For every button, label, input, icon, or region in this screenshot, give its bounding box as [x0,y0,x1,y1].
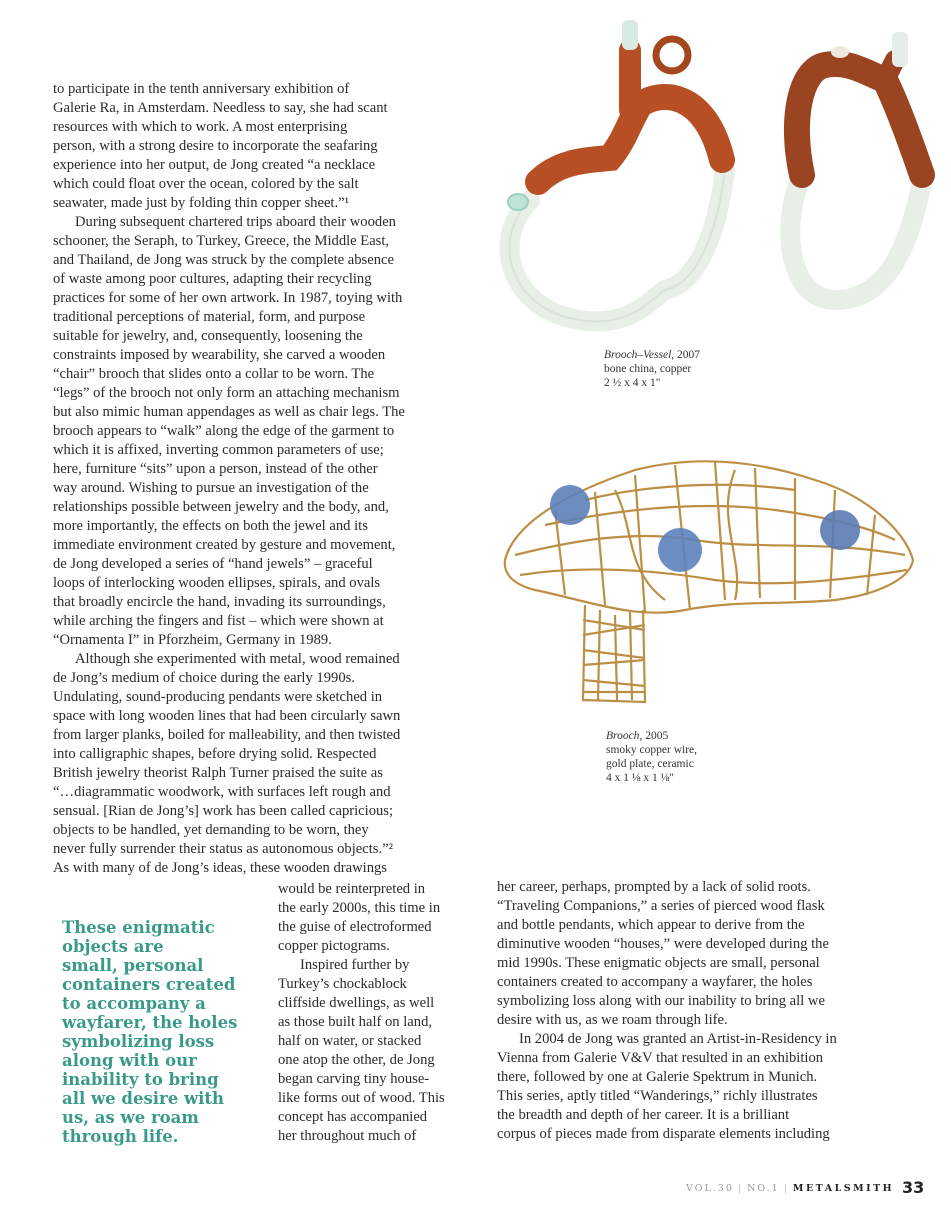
brooch-vessel-photo [490,10,945,340]
text-line: Vienna from Galerie V&V that resulted in an exhibition [497,1050,824,1066]
text-line: to participate in the tenth anniversary exhibition of [53,81,350,97]
pull-quote-line: all we desire with [62,1089,225,1108]
text-line: Inspired further by [300,957,410,973]
pull-quote [62,918,262,1146]
text-line: but also mimic human appendages as well as chair legs. The [53,404,405,420]
text-line: traditional perceptions of material, form, and purpose [53,309,366,325]
text-line: practices for some of her own artwork. In 1987, toying with [53,290,403,306]
text-line: one atop the other, de Jong [278,1052,435,1068]
text-line: from larger planks, boiled for malleability, and then twisted [53,727,401,743]
brooch-vessel-image [490,10,945,340]
text-line: brooch appears to “walk” along the edge of the garment to [53,423,395,439]
text-line: sensual. [Rian de Jong’s] work has been called capricious; [53,803,394,819]
pull-quote-line: inability to bring [62,1070,219,1089]
text-line: person, with a strong desire to incorporate the seafaring [53,138,378,154]
pull-quote-line: symbolizing loss [62,1032,215,1051]
text-line: symbolizing loss along with our inability to bring all we [497,993,825,1009]
text-line: space with long wooden lines that had been circularly sawn [53,708,401,724]
body-column-1 [53,80,483,878]
text-line: into calligraphic shapes, before drying solid. Respected [53,746,377,762]
text-line: while arching the fingers and fist – which were shown at [53,613,384,629]
pull-quote-line: These enigmatic [62,918,215,937]
text-line: copper pictograms. [278,938,390,954]
text-line: de Jong developed a series of “hand jewels” – graceful [53,556,373,572]
text-line: Galerie Ra, in Amsterdam. Needless to say, she had scant [53,100,388,116]
text-line: would be reinterpreted in [278,881,426,897]
pull-quote-line: through life. [62,1127,179,1146]
text-line: concept has accompanied [278,1109,428,1125]
text-line: mid 1990s. These enigmatic objects are small, personal [497,955,820,971]
text-line: seawater, made just by folding thin copper sheet.”¹ [53,195,349,211]
text-line: her career, perhaps, prompted by a lack of solid roots. [497,879,811,895]
text-line: half on water, or stacked [278,1033,422,1049]
page-number: 33 [902,1178,925,1197]
text-line: Although she experimented with metal, wood remained [75,651,400,667]
separator: | [737,1183,744,1194]
pull-quote-line: to accompany a [62,994,206,1013]
text-line: desire with us, as we roam through life. [497,1012,728,1028]
caption-year: , 2007 [671,349,701,361]
text-line: which it is affixed, inverting common parameters of use; [53,442,384,458]
caption-title: Brooch [606,730,640,742]
text-line: and Thailand, de Jong was struck by the complete absence [53,252,394,268]
text-line: there, followed by one at Galerie Spektrum in Munich. [497,1069,818,1085]
text-line: and bottle pendants, which appear to derive from the [497,917,805,933]
page-footer [686,1183,894,1194]
body-column-3 [497,878,907,1144]
caption-title: Brooch–Vessel [604,349,672,361]
text-line: resources with which to work. A most enterprising [53,119,348,135]
text-line: immediate environment created by gesture and movement, [53,537,396,553]
text-line: This series, aptly titled “Wanderings,” richly illustrates [497,1088,818,1104]
pull-quote-line: along with our [62,1051,197,1070]
caption-dimensions: 4 x 1 ⅛ x 1 ⅛" [606,772,674,784]
text-line: never fully surrender their status as autonomous objects.”² [53,841,393,857]
text-line: loops of interlocking wooden ellipses, spirals, and ovals [53,575,381,591]
separator: | [783,1183,789,1194]
text-line: As with many of de Jong’s ideas, these wooden drawings [53,860,387,876]
text-line: “legs” of the brooch not only form an attaching mechanism [53,385,400,401]
caption-dimensions: 2 ½ x 4 x 1" [604,377,661,389]
text-line: as those built half on land, [278,1014,433,1030]
text-line: de Jong’s medium of choice during the early 1990s. [53,670,355,686]
text-line: British jewelry theorist Ralph Turner praised the suite as [53,765,383,781]
text-line: “…diagrammatic woodwork, with surfaces left rough and [53,784,391,800]
text-line: of waste among poor cultures, adapting their recycling [53,271,372,287]
pull-quote-line: objects are [62,937,164,956]
text-line: cliffside dwellings, as well [278,995,435,1011]
text-line: “Ornamenta I” in Pforzheim, Germany in 1989. [53,632,332,648]
issue-label: NO.1 [747,1183,780,1194]
text-line: constraints imposed by wearability, she carved a wooden [53,347,386,363]
text-line: her throughout much of [278,1128,417,1144]
text-line: suitable for jewelry, and, consequently, loosening the [53,328,363,344]
text-line: objects to be handled, yet demanding to be worn, they [53,822,369,838]
text-line: began carving tiny house- [278,1071,430,1087]
brooch-photo [495,430,925,715]
caption-materials-line2: gold plate, ceramic [606,758,694,770]
caption-materials-line1: smoky copper wire, [606,744,698,756]
text-line: diminutive wooden “houses,” were developed during the [497,936,829,952]
figure-caption-brooch-vessel [604,348,700,390]
pull-quote-line: wayfarer, the holes [62,1013,238,1032]
text-line: “chair” brooch that slides onto a collar to be worn. The [53,366,375,382]
figure-caption-brooch [606,729,697,785]
caption-year: , 2005 [639,730,669,742]
volume-label: VOL.30 [686,1183,734,1194]
text-line: like forms out of wood. This [278,1090,445,1106]
text-line: more importantly, the effects on both the jewel and its [53,518,368,534]
text-line: containers created to accompany a wayfarer, the holes [497,974,813,990]
text-line: which could float over the ocean, colored by the salt [53,176,359,192]
text-line: the breadth and depth of her career. It is a brilliant [497,1107,790,1123]
magazine-name: METALSMITH [792,1183,895,1194]
body-column-2 [278,880,483,1146]
pull-quote-line: small, personal [62,956,204,975]
text-line: here, furniture “sits” upon a person, instead of the other [53,461,378,477]
brooch-wire-image [495,430,925,715]
text-line: the guise of electroformed [278,919,432,935]
pull-quote-line: containers created [62,975,236,994]
caption-materials: bone china, copper [604,363,692,375]
text-line: Turkey’s chockablock [278,976,407,992]
text-line: relationships possible between jewelry and the body, and, [53,499,389,515]
pull-quote-line: us, as we roam [62,1108,199,1127]
text-line: way around. Wishing to pursue an investigation of the [53,480,369,496]
text-line: experience into her output, de Jong created “a necklace [53,157,376,173]
text-line: During subsequent chartered trips aboard their wooden [75,214,396,230]
text-line: “Traveling Companions,” a series of pierced wood flask [497,898,825,914]
text-line: In 2004 de Jong was granted an Artist-in-Residency in [519,1031,837,1047]
text-line: corpus of pieces made from disparate elements including [497,1126,830,1142]
text-line: Undulating, sound-producing pendants were sketched in [53,689,383,705]
text-line: the early 2000s, this time in [278,900,441,916]
text-line: schooner, the Seraph, to Turkey, Greece, the Middle East, [53,233,390,249]
text-line: that broadly encircle the hand, invading its surroundings, [53,594,386,610]
